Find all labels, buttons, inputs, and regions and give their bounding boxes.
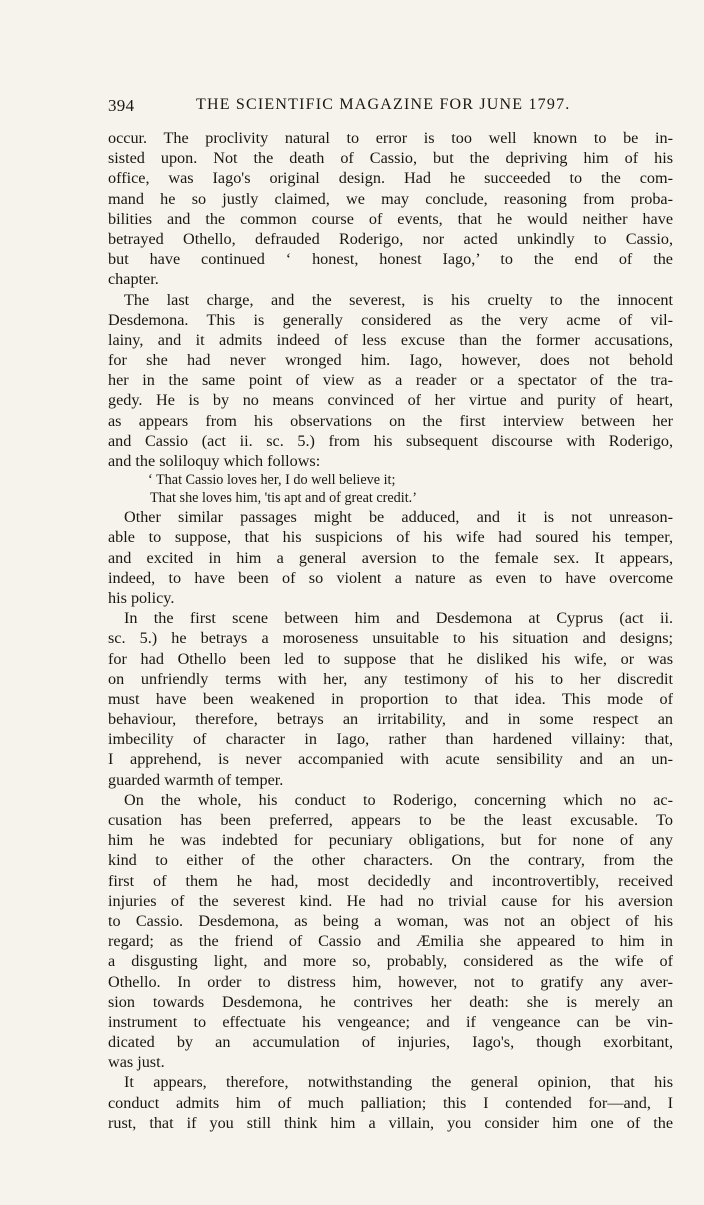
- text-line: dicated by an accumulation of injuries, Iago's, though exorbitant,: [108, 1033, 673, 1052]
- paragraph-start: It appears, therefore, notwithstanding the general opinion, that his: [124, 1073, 673, 1092]
- text-line: kind to either of the other characters. On the contrary, from the: [108, 851, 673, 870]
- text-line: sisted upon. Not the death of Cassio, but the depriving him of his: [108, 149, 673, 168]
- text-line: to Cassio. Desdemona, as being a woman, was not an object of his: [108, 911, 673, 930]
- text-line: her in the same point of view as a reader or a spectator of the tra-: [108, 371, 673, 390]
- text-line: and excited in him a general aversion to the female sex. It appears,: [108, 548, 673, 567]
- text-line: and the soliloquy which follows:: [108, 452, 321, 470]
- running-title: THE SCIENTIFIC MAGAZINE FOR JUNE 1797.: [196, 96, 571, 113]
- text-line: behaviour, therefore, betrays an irritability, and in some respect an: [108, 710, 673, 729]
- text-line: for had Othello been led to suppose that he disliked his wife, or was: [108, 649, 673, 668]
- text-line: his policy.: [108, 588, 175, 607]
- text-line: sc. 5.) he betrays a moroseness unsuitable to his situation and designs;: [108, 629, 673, 648]
- text-line: occur. The proclivity natural to error is too well known to be in-: [108, 129, 673, 147]
- text-line: chapter.: [108, 270, 159, 289]
- paragraph-start: On the whole, his conduct to Roderigo, concerning which no ac-: [124, 790, 673, 809]
- text-line: I apprehend, is never accompanied with acute sensibility and an un-: [108, 750, 673, 769]
- text-line: cusation has been preferred, appears to be the least excusable. To: [108, 811, 673, 829]
- text-line: and Cassio (act ii. sc. 5.) from his subsequent discourse with Roderigo,: [108, 431, 673, 450]
- text-line: bilities and the common course of events, that he would neither have: [108, 209, 673, 228]
- text-line: mand he so justly claimed, we may conclude, reasoning from proba-: [108, 189, 673, 208]
- text-line: instrument to effectuate his vengeance; and if vengeance can be vin-: [108, 1012, 673, 1031]
- text-line: a disgusting light, and more so, probably, considered as the wife of: [108, 952, 673, 971]
- text-line: conduct admits him of much palliation; this I contended for—and, I: [108, 1093, 673, 1112]
- text-line: lainy, and it admits indeed of less excuse than the former accusations,: [108, 330, 673, 349]
- paragraph-start: In the first scene between him and Desdemona at Cyprus (act ii.: [124, 609, 673, 628]
- text-line: guarded warmth of temper.: [108, 770, 284, 789]
- paragraph-start: The last charge, and the severest, is his cruelty to the innocent: [124, 290, 673, 309]
- quotation-line: ‘ That Cassio loves her, I do well believe it;: [148, 472, 396, 489]
- text-line: was just.: [108, 1053, 165, 1072]
- text-line: must have been weakened in proportion to that idea. This mode of: [108, 689, 673, 708]
- text-line: office, was Iago's original design. Had he succeeded to the com-: [108, 169, 673, 188]
- quotation-line: That she loves him, 'tis apt and of great credit.’: [150, 490, 417, 507]
- text-line: him he was indebted for pecuniary obligations, but for none of any: [108, 831, 673, 850]
- page-number: 394: [108, 96, 135, 115]
- text-line: sion towards Desdemona, he contrives her death: she is merely an: [108, 992, 673, 1011]
- text-line: injuries of the severest kind. He had no trivial cause for his aversion: [108, 891, 673, 910]
- text-line: as appears from his observations on the first interview between her: [108, 411, 673, 430]
- text-line: first of them he had, most decidedly and incontrovertibly, received: [108, 871, 673, 890]
- text-line: Othello. In order to distress him, however, not to gratify any aver-: [108, 972, 673, 991]
- text-line: indeed, to have been of so violent a nature as even to have overcome: [108, 568, 673, 587]
- text-line: on unfriendly terms with her, any testimony of his to her discredit: [108, 669, 673, 688]
- text-line: imbecility of character in Iago, rather than hardened villainy: that,: [108, 730, 673, 749]
- body-text: [108, 128, 673, 1133]
- text-line: but have continued ‘ honest, honest Iago,’ to the end of the: [108, 250, 673, 269]
- text-line: betrayed Othello, defrauded Roderigo, nor acted unkindly to Cassio,: [108, 229, 673, 248]
- text-line: rust, that if you still think him a villain, you consider him one of the: [108, 1113, 673, 1132]
- text-line: for she had never wronged him. Iago, however, does not behold: [108, 351, 673, 370]
- running-head: [108, 94, 680, 118]
- text-line: regard; as the friend of Cassio and Æmilia she appeared to him in: [108, 932, 673, 951]
- text-line: able to suppose, that his suspicions of his wife had soured his temper,: [108, 528, 673, 547]
- paragraph-start: Other similar passages might be adduced, and it is not unreason-: [124, 508, 673, 527]
- text-line: Desdemona. This is generally considered as the very acme of vil-: [108, 310, 673, 329]
- text-line: gedy. He is by no means convinced of her virtue and purity of heart,: [108, 391, 673, 410]
